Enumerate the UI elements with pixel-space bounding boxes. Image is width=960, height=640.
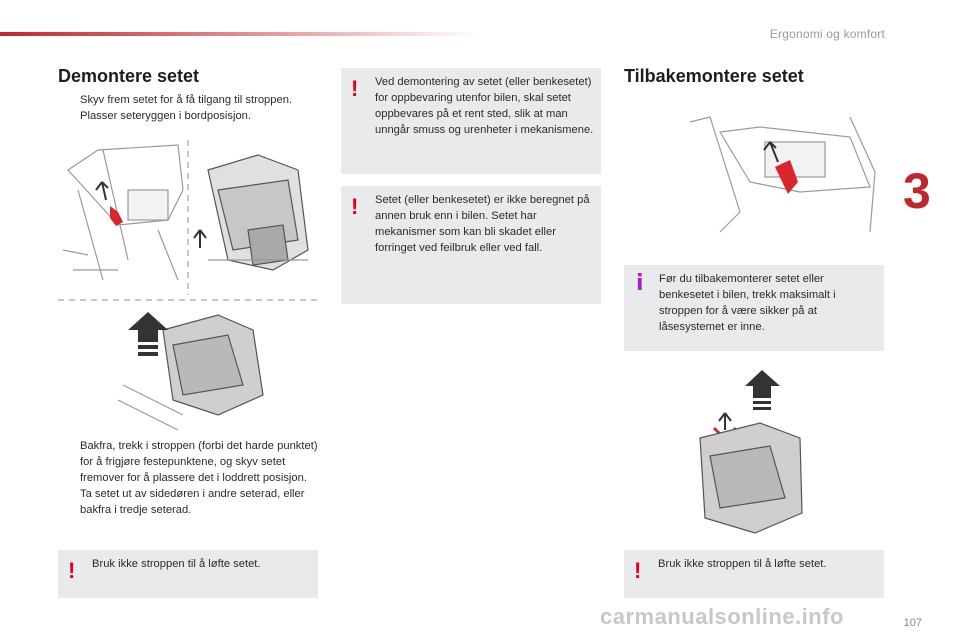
list-item: Bakfra, trekk i stroppen (forbi det harde punktet) for å frigjøre festepunktene, og skyv setet fremover for å plassere det i loddrett posisjon. bbox=[80, 440, 318, 484]
refit-seat-illustration bbox=[690, 368, 810, 538]
middle-warning-box-1 bbox=[341, 68, 601, 174]
folded-seat-view bbox=[208, 155, 308, 270]
warning-text: Ved demontering av setet (eller benkesetet) for oppbevaring utenfor bilen, skal setet oppbevares på et rent sted, slik at man unngår smuss og urenheter i mekanismene. bbox=[375, 76, 594, 136]
right-info-box bbox=[624, 265, 884, 351]
watermark: carmanualsonline.info bbox=[600, 604, 844, 629]
page-number: 107 bbox=[903, 617, 922, 629]
strap-location-view bbox=[63, 145, 183, 280]
big-up-arrow-icon bbox=[745, 370, 780, 410]
chapter-number: 3 bbox=[903, 163, 931, 219]
right-title: Tilbakemontere setet bbox=[624, 66, 804, 86]
warning-text: Bruk ikke stroppen til å løfte setet. bbox=[92, 558, 261, 570]
left-title: Demontere setet bbox=[58, 66, 200, 86]
info-icon: i bbox=[636, 271, 644, 296]
warning-exclamation-icon: ! bbox=[351, 76, 359, 101]
arrow-up-icon bbox=[719, 413, 731, 430]
list-item: Plasser seteryggen i bordposisjon. bbox=[80, 110, 252, 122]
steps-top-list bbox=[58, 92, 328, 124]
warning-text: Bruk ikke stroppen til å løfte setet. bbox=[658, 558, 827, 570]
right-warning-box bbox=[624, 550, 884, 598]
section-title: Ergonomi og komfort bbox=[769, 27, 885, 41]
list-item: Ta setet ut av sidedøren i andre seterad, eller bakfra i tredje seterad. bbox=[80, 488, 305, 516]
header-accent-bar bbox=[0, 32, 480, 36]
list-item: Skyv frem setet for å få tilgang til stroppen. bbox=[80, 94, 293, 106]
middle-warning-box-2 bbox=[341, 186, 601, 304]
arrow-up-icon bbox=[96, 182, 108, 200]
warning-text: Setet (eller benkesetet) er ikke beregnet på annen bruk enn i bilen. Setet har mekanismer som kan bli skadet eller forringet ved feilbruk eller ved fall. bbox=[375, 194, 590, 254]
big-up-arrow-icon bbox=[128, 312, 168, 356]
warning-exclamation-icon: ! bbox=[351, 194, 359, 219]
warning-exclamation-icon: ! bbox=[634, 558, 642, 583]
steps-bottom-list bbox=[58, 438, 320, 518]
seat-removal-illustration bbox=[58, 130, 320, 430]
info-text: Før du tilbakemonterer setet eller benkesetet i bilen, trekk maksimalt i stroppen for å være sikker på at låsesystemet er inne. bbox=[659, 273, 836, 333]
refit-strap-illustration bbox=[680, 112, 885, 240]
warning-exclamation-icon: ! bbox=[68, 558, 76, 583]
left-warning-box bbox=[58, 550, 318, 598]
arrow-up-icon bbox=[194, 230, 206, 248]
